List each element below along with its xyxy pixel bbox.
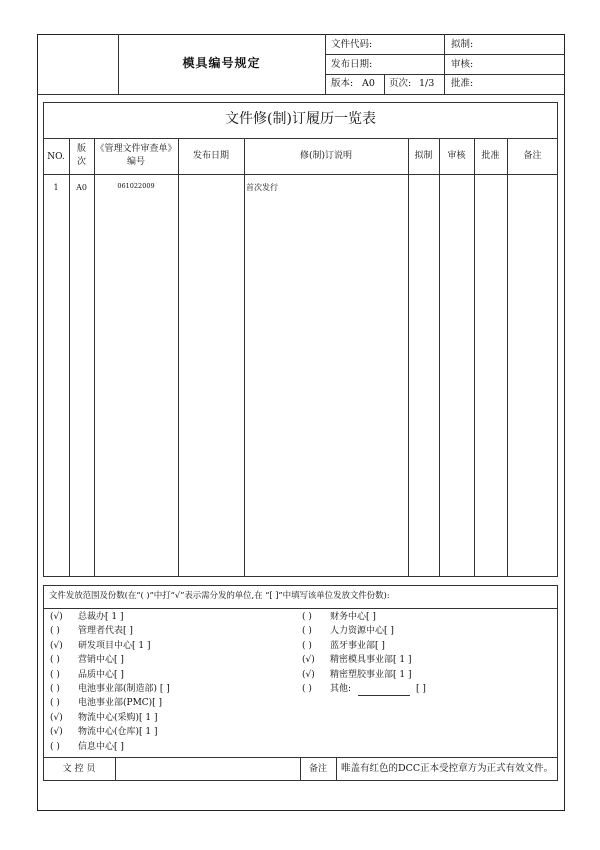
checkbox-mark: ( ) — [50, 684, 60, 694]
department-name: 物流中心(采购)[ 1 ] — [78, 712, 158, 723]
review-label: 审核: — [451, 59, 474, 70]
controller-label: 文 控 员 — [62, 764, 96, 774]
checkbox-mark: ( ) — [50, 669, 60, 680]
department-name: 物流中心(仓库)[ 1 ] — [78, 727, 158, 738]
department-name: 信息中心[ ] — [78, 741, 124, 752]
row-form-no: 061022009 — [117, 182, 155, 190]
approve-label: 批准: — [451, 78, 474, 89]
col-desc: 修(制)订说明 — [299, 151, 353, 161]
department-name: 人力资源中心[ ] — [330, 626, 394, 637]
department-name: 蓝牙事业部[ ] — [330, 640, 385, 651]
checkbox-mark: ( ) — [302, 640, 312, 651]
checkbox-mark: ( ) — [302, 612, 312, 622]
checkbox-mark: (√) — [50, 712, 63, 723]
col-version-1: 版 — [76, 144, 86, 154]
col-review: 审核 — [447, 151, 466, 161]
checkbox-mark: ( ) — [50, 626, 60, 637]
department-name: 精密模具事业部[ 1 ] — [330, 655, 412, 666]
row-no: 1 — [53, 183, 59, 192]
drafted-label: 拟制: — [451, 39, 474, 50]
document-title: 模具编号规定 — [182, 56, 261, 70]
department-name: 电池事业部(制造部) [ ] — [78, 684, 170, 694]
checkbox-mark: (√) — [50, 727, 63, 738]
department-name: 财务中心[ ] — [330, 612, 376, 622]
remark-label: 备注 — [308, 764, 327, 774]
department-name: 营销中心[ ] — [78, 655, 124, 666]
doc-code-label: 文件代码: — [331, 39, 373, 50]
col-form-2: 编号 — [126, 157, 145, 167]
col-drafted: 拟制 — [414, 151, 433, 161]
checkbox-mark: (√) — [302, 669, 315, 680]
checkbox-mark: (√) — [50, 640, 63, 651]
row-version: A0 — [76, 183, 87, 192]
department-name: 研发项目中心[ 1 ] — [78, 640, 151, 651]
checkbox-mark: ( ) — [302, 626, 312, 637]
col-version-2: 次 — [76, 157, 86, 167]
checkbox-mark: ( ) — [302, 684, 312, 694]
checkbox-mark: (√) — [302, 655, 315, 666]
department-name: 管理者代表[ ] — [78, 626, 133, 637]
department-name: 其他: — [330, 684, 352, 694]
col-remark: 备注 — [523, 151, 542, 161]
remark-text: 唯盖有红色的DCC正本受控章方为正式有效文件。 — [341, 763, 554, 774]
col-form-1: 《管理文件审查单》 — [95, 144, 177, 154]
col-approve: 批准 — [481, 151, 500, 161]
department-name: 总裁办[ 1 ] — [78, 612, 124, 622]
version-value: A0 — [362, 78, 375, 89]
other-underline — [358, 695, 410, 696]
checkbox-mark: ( ) — [50, 741, 60, 752]
history-title: 文件修(制)订履历一览表 — [225, 111, 376, 127]
release-date-label: 发布日期: — [331, 59, 373, 70]
row-desc: 首次发行 — [246, 183, 278, 192]
version-label: 版本: — [331, 78, 354, 89]
department-name: 精密塑胶事业部[ 1 ] — [330, 669, 412, 680]
page-value: 1/3 — [419, 78, 435, 89]
page-label: 页次: — [389, 78, 412, 89]
checkbox-mark: ( ) — [50, 655, 60, 666]
checkbox-mark: ( ) — [50, 698, 60, 709]
other-count: [ ] — [416, 684, 426, 694]
distribution-title: 文件发放范围及份数(在“( )”中打“√”表示需分发的单位,在 “[ ]”中填写该单位发放文件份数): — [49, 591, 390, 601]
department-name: 电池事业部(PMC)[ ] — [78, 698, 163, 709]
col-no: NO. — [47, 152, 65, 162]
department-name: 品质中心[ ] — [78, 669, 124, 680]
col-date: 发布日期 — [192, 151, 229, 161]
header-bottom-rule — [37, 94, 565, 95]
checkbox-mark: (√) — [50, 612, 63, 622]
